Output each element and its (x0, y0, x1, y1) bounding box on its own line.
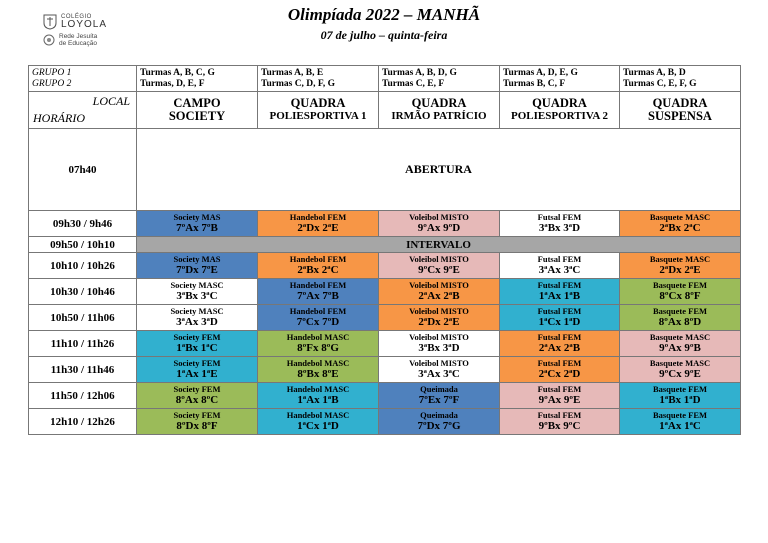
match-teams: 9ºAx 9ºB (659, 342, 701, 354)
match-cell (620, 383, 741, 409)
sport-label: Society MAS (173, 254, 221, 264)
venue-header-1 (137, 92, 258, 129)
match-cell (379, 383, 500, 409)
venue-name: SOCIETY (168, 109, 226, 123)
break-time: 09h50 / 10h10 (29, 237, 137, 253)
sport-label: Futsal FEM (537, 212, 582, 222)
schedule-row (29, 305, 741, 331)
sport-label: Basquete FEM (652, 384, 708, 394)
match-cell (137, 305, 258, 331)
match-teams: 7ºAx 7ºB (297, 290, 339, 302)
break-row (29, 237, 741, 253)
match-teams: 8ºFx 8ºG (297, 342, 339, 354)
column-groups-4 (500, 66, 620, 92)
match-teams: 1ªAx 1ªC (659, 420, 701, 432)
match-cell (258, 253, 379, 279)
match-cell (379, 211, 500, 237)
venue-type: QUADRA (652, 96, 708, 110)
time-slot: 10h50 / 11h06 (29, 305, 137, 331)
page-title: Olimpíada 2022 – MANHÃ (287, 5, 481, 24)
sport-label: Society FEM (173, 384, 221, 394)
local-label: LOCAL (92, 94, 130, 108)
group2-turmas: Turmas, D, E, F (140, 78, 205, 89)
time-slot: 11h50 / 12h06 (29, 383, 137, 409)
match-teams: 1ªBx 1ªC (176, 342, 218, 354)
sport-label: Society FEM (173, 410, 221, 420)
groups-row (29, 66, 741, 92)
group1-turmas: Turmas A, B, D (623, 67, 686, 78)
match-teams: 2ªBx 2ªC (659, 222, 701, 234)
time-slot: 11h10 / 11h26 (29, 331, 137, 357)
match-teams: 3ªBx 3ªC (176, 290, 218, 302)
match-cell (137, 409, 258, 435)
sport-label: Futsal FEM (537, 306, 582, 316)
match-cell (620, 211, 741, 237)
sport-label: Futsal FEM (537, 358, 582, 368)
group2-turmas: Turmas C, E, F, G (623, 78, 697, 89)
group1-turmas: Turmas A, B, C, G (140, 67, 215, 78)
match-cell (500, 211, 620, 237)
group2-label: GRUPO 2 (32, 78, 72, 89)
sport-label: Society FEM (173, 332, 221, 342)
match-cell (379, 305, 500, 331)
match-teams: 3ªBx 3ªD (538, 222, 581, 234)
match-cell (620, 279, 741, 305)
group1-turmas: Turmas A, D, E, G (503, 67, 578, 78)
match-cell (500, 357, 620, 383)
logo-name: LOYOLA (61, 19, 108, 30)
match-cell (379, 409, 500, 435)
sport-label: Handebol FEM (289, 306, 347, 316)
match-teams: 7ºAx 7ºB (176, 222, 218, 234)
page-subtitle: 07 de julho – quinta-feira (320, 28, 448, 42)
sport-label: Voleibol MISTO (409, 212, 469, 222)
groups-label-cell (29, 66, 137, 92)
group2-turmas: Turmas C, D, F, G (261, 78, 335, 89)
sport-label: Voleibol MISTO (409, 332, 469, 342)
match-cell (379, 357, 500, 383)
sport-label: Basquete MASC (649, 212, 711, 222)
column-groups-5 (620, 66, 741, 92)
sport-label: Basquete MASC (649, 332, 711, 342)
group1-turmas: Turmas A, B, E (261, 67, 324, 78)
match-cell (500, 305, 620, 331)
match-cell (137, 279, 258, 305)
opening-time: 07h40 (29, 129, 137, 211)
match-cell (620, 331, 741, 357)
match-teams: 2ªDx 2ªE (297, 222, 339, 234)
match-teams: 1ªCx 1ªD (538, 316, 581, 328)
match-cell (620, 305, 741, 331)
time-slot: 10h30 / 10h46 (29, 279, 137, 305)
sport-label: Basquete FEM (652, 410, 708, 420)
sport-label: Futsal FEM (537, 332, 582, 342)
match-cell (258, 409, 379, 435)
venue-name: POLIESPORTIVA 1 (269, 110, 367, 122)
match-cell (379, 279, 500, 305)
group1-label: GRUPO 1 (32, 67, 72, 78)
schedule-row (29, 409, 741, 435)
group1-turmas: Turmas A, B, D, G (382, 67, 457, 78)
match-cell (620, 253, 741, 279)
match-teams: 1ªBx 1ªD (659, 394, 701, 406)
match-teams: 8ºDx 8ºF (176, 420, 218, 432)
column-groups-2 (258, 66, 379, 92)
match-cell (258, 357, 379, 383)
sport-label: Voleibol MISTO (409, 280, 469, 290)
match-cell (137, 211, 258, 237)
match-teams: 1ªAx 1ªB (297, 394, 339, 406)
venues-row (29, 92, 741, 129)
opening-label: ABERTURA (137, 129, 741, 211)
match-cell (258, 211, 379, 237)
sport-label: Futsal FEM (537, 254, 582, 264)
logo-small-text: COLÉGIO (61, 14, 92, 20)
schedule-table (28, 65, 741, 435)
match-teams: 8ºAx 8ºC (175, 394, 219, 406)
sport-label: Queimada (420, 410, 458, 420)
match-cell (500, 383, 620, 409)
venue-header-4 (500, 92, 620, 129)
schedule-row (29, 253, 741, 279)
venue-type: QUADRA (411, 96, 467, 110)
match-teams: 3ªBx 3ªD (418, 342, 460, 354)
sport-label: Queimada (420, 384, 458, 394)
venue-name: IRMÃO PATRÍCIO (391, 110, 487, 122)
sport-label: Handebol FEM (289, 254, 347, 264)
match-teams: 9ºBx 9ºC (538, 420, 581, 432)
match-cell (258, 279, 379, 305)
sport-label: Voleibol MISTO (409, 254, 469, 264)
sport-label: Futsal FEM (537, 410, 582, 420)
match-cell (500, 279, 620, 305)
match-teams: 2ªAx 2ªB (418, 290, 460, 302)
match-cell (379, 331, 500, 357)
match-teams: 2ªDx 2ªE (418, 316, 460, 328)
match-cell (258, 331, 379, 357)
match-teams: 7ºDx 7ºE (176, 264, 218, 276)
sport-label: Society MASC (170, 306, 224, 316)
match-cell (137, 383, 258, 409)
match-teams: 1ªAx 1ªB (538, 290, 581, 302)
sport-label: Basquete FEM (652, 306, 708, 316)
match-teams: 2ªDx 2ªE (659, 264, 701, 276)
match-cell (137, 253, 258, 279)
match-cell (620, 357, 741, 383)
match-cell (620, 409, 741, 435)
sport-label: Handebol MASC (286, 358, 350, 368)
local-horario-cell (29, 92, 137, 129)
match-cell (379, 253, 500, 279)
schedule-row (29, 211, 741, 237)
sport-label: Handebol MASC (286, 384, 350, 394)
venue-name: POLIESPORTIVA 2 (511, 110, 608, 122)
sport-label: Voleibol MISTO (409, 358, 469, 368)
sport-label: Handebol FEM (289, 280, 347, 290)
venue-header-2 (258, 92, 379, 129)
match-cell (500, 331, 620, 357)
match-teams: 3ªAx 3ªC (418, 368, 460, 380)
venue-header-3 (379, 92, 500, 129)
match-teams: 7ºCx 7ºD (296, 316, 340, 328)
match-teams: 3ªAx 3ªD (176, 316, 218, 328)
sport-label: Basquete MASC (649, 254, 711, 264)
match-cell (258, 383, 379, 409)
sport-label: Futsal FEM (537, 280, 582, 290)
sport-label: Society MASC (170, 280, 224, 290)
opening-row (29, 129, 741, 211)
schedule-row (29, 383, 741, 409)
sport-label: Handebol MASC (286, 410, 350, 420)
match-teams: 1ªAx 1ªE (176, 368, 218, 380)
venue-header-5 (620, 92, 741, 129)
sport-label: Basquete MASC (649, 358, 711, 368)
match-cell (500, 253, 620, 279)
match-teams: 9ºCx 9ºE (659, 368, 701, 380)
sport-label: Futsal FEM (537, 384, 582, 394)
venue-name: SUSPENSA (648, 109, 712, 123)
schedule-row (29, 357, 741, 383)
match-cell (137, 331, 258, 357)
column-groups-1 (137, 66, 258, 92)
match-teams: 9ºCx 9ºE (418, 264, 460, 276)
time-slot: 11h30 / 11h46 (29, 357, 137, 383)
group2-turmas: Turmas B, C, F (503, 78, 566, 89)
match-teams: 7ºDx 7ºG (417, 420, 461, 432)
venue-type: QUADRA (290, 96, 346, 110)
venue-type: QUADRA (532, 96, 587, 110)
group2-turmas: Turmas C, E, F (382, 78, 445, 89)
logo-network-line2: de Educação (59, 40, 97, 47)
venue-type: CAMPO (173, 96, 221, 110)
schedule-row (29, 331, 741, 357)
time-slot: 09h30 / 9h46 (29, 211, 137, 237)
time-slot: 10h10 / 10h26 (29, 253, 137, 279)
match-teams: 8ºCx 8ºF (659, 290, 701, 302)
sport-label: Basquete FEM (652, 280, 708, 290)
match-teams: 3ªAx 3ªC (538, 264, 581, 276)
time-slot: 12h10 / 12h26 (29, 409, 137, 435)
match-teams: 9ºAx 9ºD (417, 222, 461, 234)
match-teams: 8ºBx 8ºE (297, 368, 339, 380)
schedule-row (29, 279, 741, 305)
match-teams: 2ªAx 2ªB (538, 342, 581, 354)
column-groups-3 (379, 66, 500, 92)
sport-label: Society FEM (173, 358, 221, 368)
match-cell (500, 409, 620, 435)
sport-label: Handebol FEM (289, 212, 347, 222)
match-teams: 1ªCx 1ªD (297, 420, 339, 432)
logo-network-line1: Rede Jesuíta (59, 33, 98, 40)
sport-label: Handebol MASC (286, 332, 350, 342)
match-cell (258, 305, 379, 331)
sport-label: Voleibol MISTO (409, 306, 469, 316)
horario-label: HORÁRIO (33, 111, 85, 125)
match-teams: 9ºAx 9ºE (538, 394, 581, 406)
sport-label: Society MAS (173, 212, 221, 222)
match-cell (137, 357, 258, 383)
break-label: INTERVALO (137, 237, 741, 253)
match-teams: 8ºAx 8ºD (658, 316, 702, 328)
match-teams: 2ªBx 2ªC (297, 264, 339, 276)
match-teams: 7ºEx 7ºF (418, 394, 460, 406)
match-teams: 2ªCx 2ªD (538, 368, 581, 380)
